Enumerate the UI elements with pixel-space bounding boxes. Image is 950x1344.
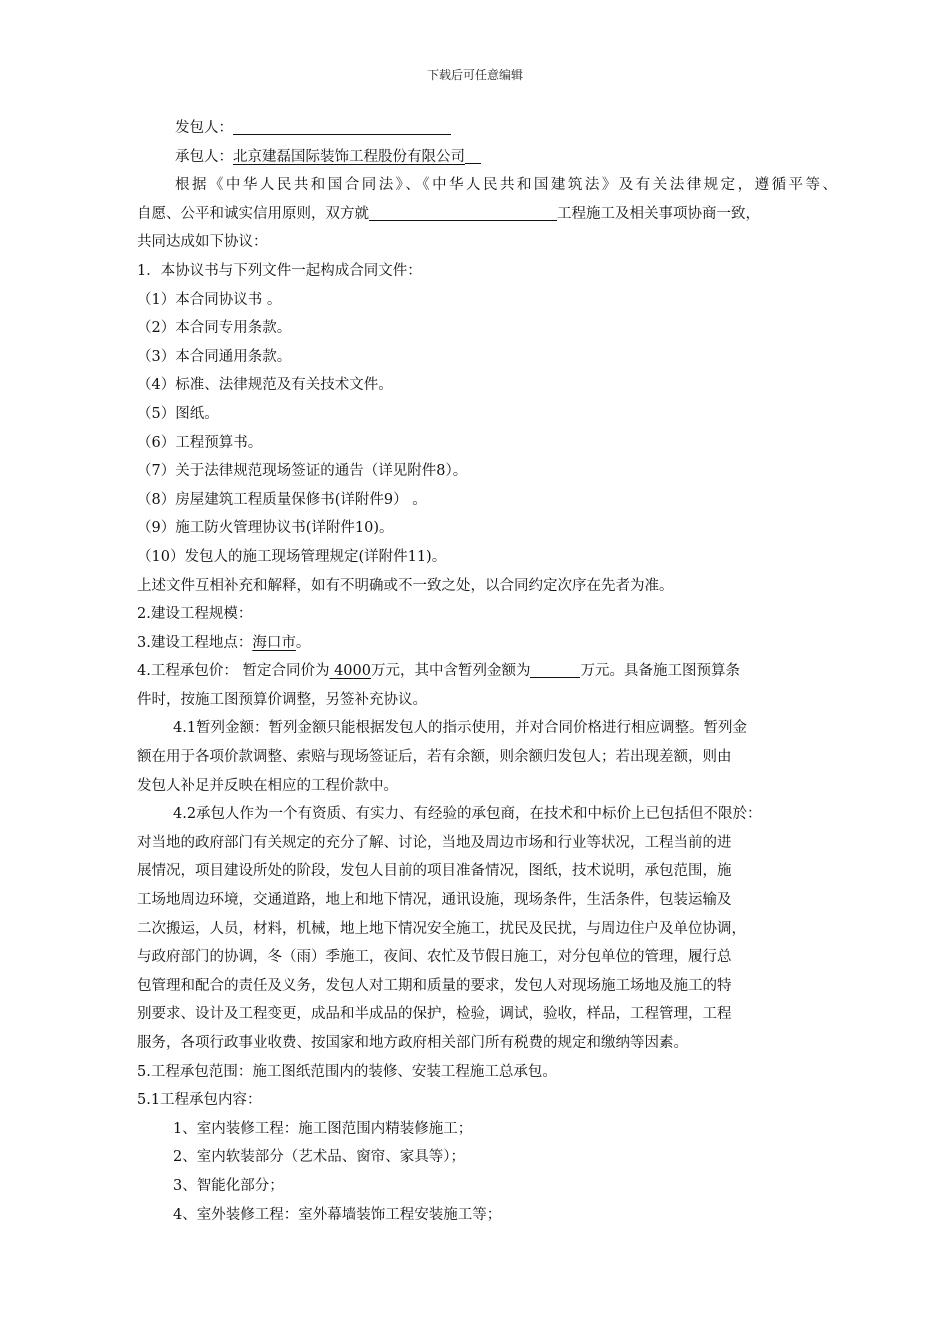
section-4-2-line: 对当地的政府部门有关规定的充分了解、讨论，当地及周边市场和行业等状况，工程当前的进 [137,834,732,851]
section-4-2-line: 工场地周边环境，交通道路，地上和地下情况，通讯设施，现场条件，生活条件，包装运输及 [137,892,732,909]
section-4-line-1: 4.工程承包价： 暂定合同价为 4000万元，其中含暂列金额为 万元。具备施工图预算条 [137,657,837,686]
party-a-line [137,114,837,143]
section-3: 3.建设工程地点：海口市。 [137,634,311,651]
list-item: 3、智能化部分； [173,1177,284,1194]
list-item: （6）工程预算书。 [137,434,263,451]
section-4-2-line: 4.2承包人作为一个有资质、有实力、有经验的承包商，在技术和中标价上已包括但不限於： [173,806,762,823]
section-4-2-line: 展情况，项目建设所处的阶段，发包人目前的项目准备情况，图纸，技术说明，承包范围，施 [137,863,732,880]
list-item: 2、室内软装部分（艺术品、窗帘、家具等）； [173,1149,465,1166]
list-item: （4）标准、法律规范及有关技术文件。 [137,377,393,394]
section-4-2-line: 服务，各项行政事业收费、按国家和地方政府相关部门所有税费的规定和缴纳等因素。 [137,1035,688,1051]
list-item: （10）发包人的施工现场管理规定(详附件11)。 [137,548,447,565]
list-item: （3）本合同通用条款。 [137,348,292,365]
party-a-label: 发包人： [175,120,233,136]
contract-body [137,114,837,1229]
section-4-2-line: 与政府部门的协调，冬（雨）季施工，夜间、农忙及节假日施工，对分包单位的管理，履行总 [137,949,732,966]
section-4-line-2: 件时，按施工图预算价调整，另签补充协议。 [137,691,427,708]
section-4-1-line: 发包人补足并反映在相应的工程价款中。 [137,777,398,794]
section-4-2-line: 别要求、设计及工程变更，成品和半成品的保护，检验，调试，验收，样品，工程管理，工程 [137,1006,732,1023]
party-b-label: 承包人： [175,148,233,165]
section-4-2-line: 包管理和配合的责任及义务，发包人对工期和质量的要求，发包人对现场施工场地及施工的特 [137,977,732,994]
project-name-blank [369,202,557,221]
list-item: （1）本合同协议书 。 [137,291,282,308]
section-5-1-title: 5.1工程承包内容： [137,1092,262,1109]
list-item: （5）图纸。 [137,405,219,422]
contract-amount: 4000 [334,663,371,680]
party-b-blank-tail [465,145,481,164]
section-2: 2.建设工程规模： [137,606,253,623]
list-item: （9）施工防火管理协议书(详附件10)。 [137,520,394,537]
section-5: 5.工程承包范围：施工图纸范围内的装修、安装工程施工总承包。 [137,1063,557,1080]
intro-line-1: 根据《中华人民共和国合同法》、《中华人民共和国建筑法》及有关法律规定，遵循平等、 [175,177,837,194]
party-b-line [137,143,837,172]
party-a-blank [233,116,451,135]
section-4-1-line: 4.1暂列金额：暂列金额只能根据发包人的指示使用，并对合同价格进行相应调整。暂列金 [173,720,748,737]
section-1-title: 1．本协议书与下列文件一起构成合同文件： [137,262,422,279]
list-item: 4、室外装修工程：室外幕墙装饰工程安装施工等； [173,1206,502,1223]
list-item: （7）关于法律规范现场签证的通告（详见附件8）。 [137,463,468,480]
section-4-1-line: 额在用于各项价款调整、索赔与现场签证后，若有余额，则余额归发包人；若出现差额，则由 [137,749,732,766]
intro-line-3: 共同达成如下协议： [137,234,268,251]
page-header: 下载后可任意编辑 [426,68,523,82]
list-item: （2）本合同专用条款。 [137,320,292,337]
section-1-note: 上述文件互相补充和解释，如有不明确或不一致之处，以合同约定次序在先者为准。 [137,577,674,594]
site-location: 海口市 [252,634,296,651]
section-4-2-line: 二次搬运，人员，材料，机械，地上地下情况安全施工，扰民及民扰，与周边住户及单位协调， [137,920,746,937]
intro-line-2: 自愿、公平和诚实信用原则，双方就 工程施工及相关事项协商一致， [137,200,837,229]
list-item: （8）房屋建筑工程质量保修书(详附件9） 。 [137,491,427,508]
list-item: 1、室内装修工程：施工图范围内精装修施工； [173,1120,473,1137]
provisional-sum-blank [530,659,580,678]
party-b-name: 北京建磊国际装饰工程股份有限公司 [233,148,465,165]
